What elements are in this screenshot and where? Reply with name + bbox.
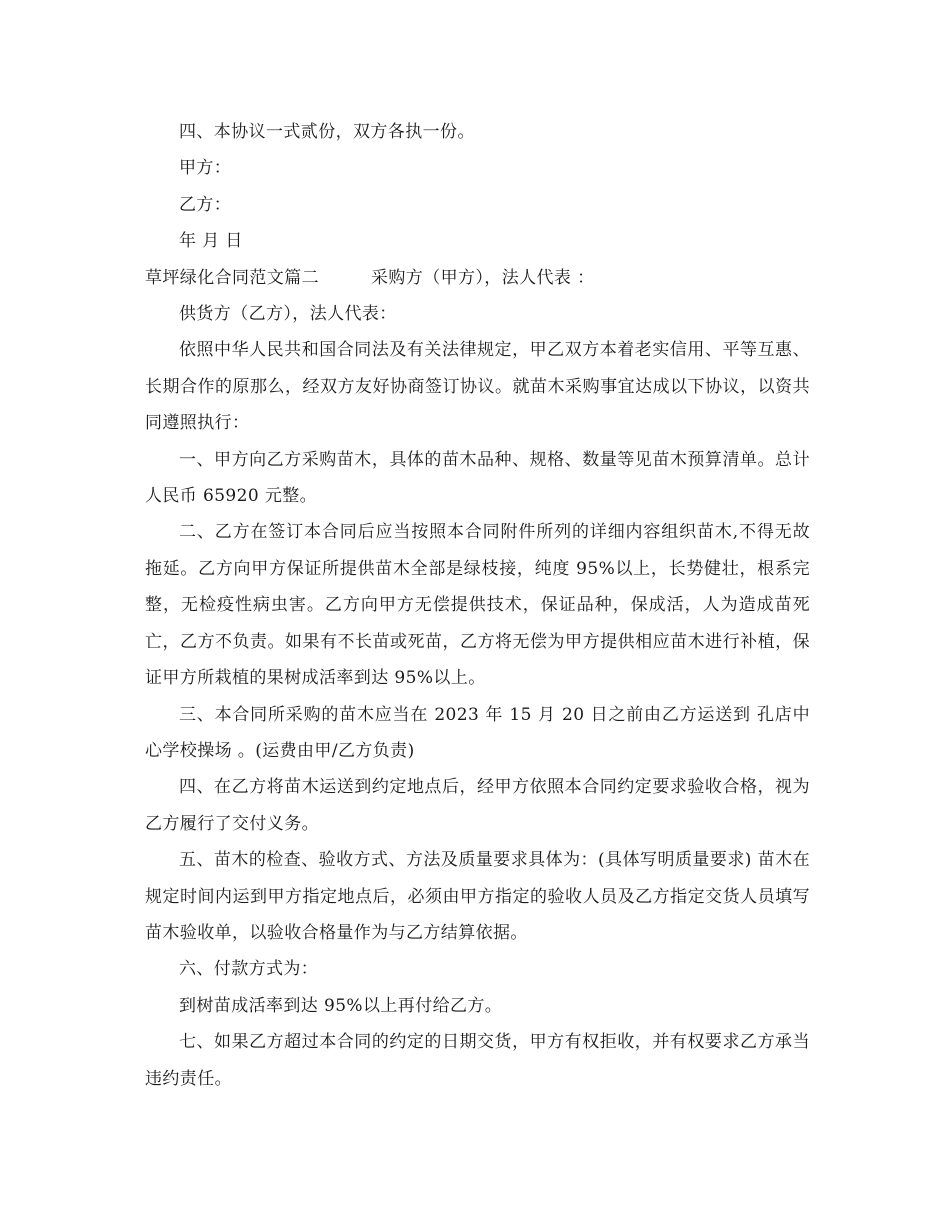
supplier-representative-line: 供货方（乙方），法人代表： [179,304,397,325]
clause-six-detail: 到树苗成活率到达 95%以上再付给乙方。 [179,995,503,1016]
clause-four-copies: 四、本协议一式贰份，双方各执一份。 [179,122,475,142]
clause-five: 五、苗木的检查、验收方式、方法及质量要求具体为：(具体写明质量要求) 苗木在规定时间内运到甲方指定地点后，必须由甲方指定的验收人员及乙方指定交货人员填写苗木验收单，以验收合格量作为与乙方结算依据。 [145,850,810,943]
party-a-signature-label: 甲方： [179,158,232,179]
clause-seven: 七、如果乙方超过本合同的约定的日期交货，甲方有权拒收，并有权要求乙方承当违约责任。 [145,1032,810,1089]
clause-one: 一、甲方向乙方采购苗木，具体的苗木品种、规格、数量等见苗木预算清单。总计人民币 65920 元整。 [145,449,810,507]
document-body [145,114,810,1097]
clause-three: 三、本合同所采购的苗木应当在 2023 年 15 月 20 日之前由乙方运送到 孔店中心学校操场 。(运费由甲/乙方负责) [145,704,810,761]
preamble-paragraph: 依照中华人民共和国合同法及有关法律规定，甲乙双方本着老实信用、平等互惠、长期合作的原那么，经双方友好协商签订协议。就苗木采购事宜达成以下协议，以资共同遵照执行： [145,340,810,434]
clause-two: 二、乙方在签订本合同后应当按照本合同附件所列的详细内容组织苗木,不得无故拖延。乙方向甲方保证所提供苗木全部是绿枝接，纯度 95%以上，长势健壮，根系完整，无检疫性病虫害。乙方向甲方无偿提供技术，保证品种，保成活，人为造成苗死亡，乙方不负责。如果有不长苗或死苗，乙方将无偿为甲方提供相应苗木进行补植，保证甲方所栽植的果树成活率到达 95%以上。 [145,522,810,689]
date-line: 年 月 日 [179,231,243,252]
buyer-representative-line: 采购方（甲方），法人代表 ： [371,267,595,288]
section-heading-line [145,260,810,296]
section-title: 草坪绿化合同范文篇二 [145,267,319,288]
clause-four: 四、在乙方将苗木运送到约定地点后，经甲方依照本合同约定要求验收合格，视为乙方履行了交付义务。 [145,777,810,834]
clause-six: 六、付款方式为： [179,959,319,980]
party-b-signature-label: 乙方： [179,194,232,215]
